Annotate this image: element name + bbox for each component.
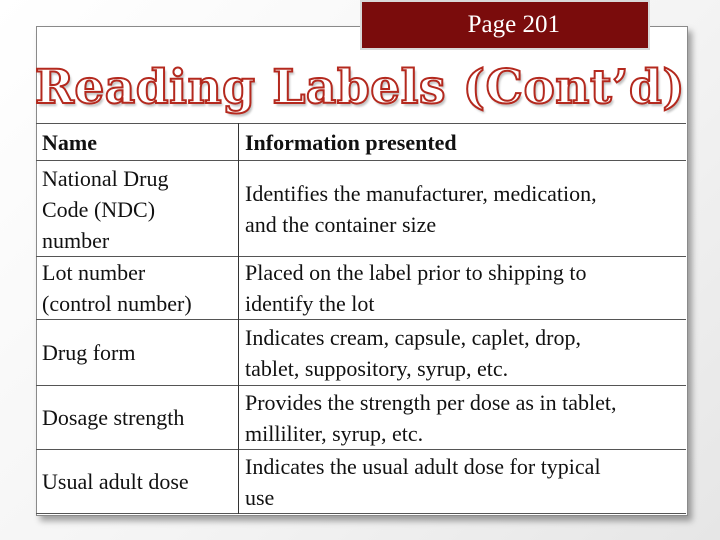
label-info-table [36,123,686,514]
row-info: Placed on the label prior to shipping to identify the lot [239,257,687,320]
header-name: Name [42,129,97,155]
table-row [36,386,686,450]
table-row [36,320,686,386]
table-header-row [36,124,686,161]
row-info: Provides the strength per dose as in tablet, milliliter, syrup, etc. [239,386,687,450]
header-information: Information presented [239,124,687,161]
row-info: Indicates cream, capsule, caplet, drop, tablet, suppository, syrup, etc. [239,320,687,386]
table-row [36,450,686,514]
row-name: Dosage strength [42,405,185,430]
table-row [36,257,686,320]
row-name: Drug form [42,340,136,365]
page-number-badge: Page 201 [360,0,650,50]
row-name: Lot number (control number) [42,260,192,316]
row-info: Identifies the manufacturer, medication, and the container size [239,161,687,257]
table-row [36,161,686,257]
row-info: Indicates the usual adult dose for typical use [239,450,687,514]
row-name: Usual adult dose [42,469,189,494]
slide-title: Reading Labels (Cont’d) [34,60,686,115]
row-name: National Drug Code (NDC) number [42,166,169,253]
